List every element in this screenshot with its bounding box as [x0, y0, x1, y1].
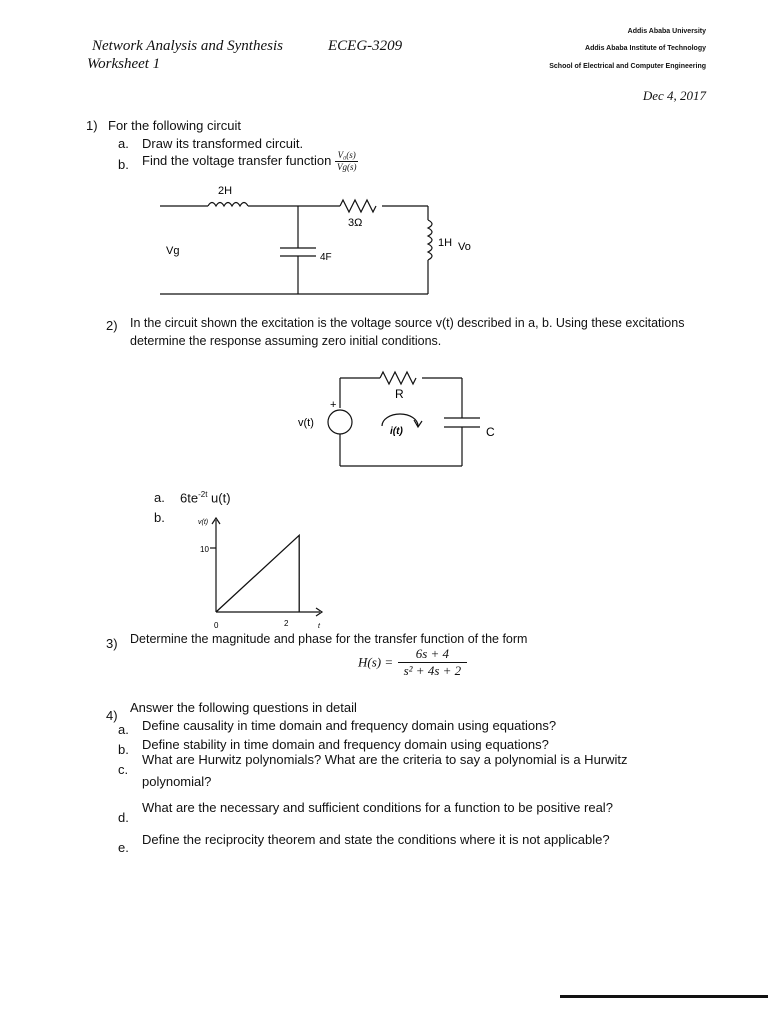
q1-a-letter: a.	[118, 136, 129, 151]
q1-b-line	[142, 150, 358, 173]
q3-formula	[358, 646, 467, 679]
label-it: i(t)	[390, 426, 403, 437]
q4-c-continuation: polynomial?	[142, 774, 212, 789]
q3-text: Determine the magnitude and phase for the transfer function of the form	[130, 632, 528, 646]
label-vt: v(t)	[298, 417, 314, 429]
q1-a-text: Draw its transformed circuit.	[142, 136, 304, 151]
transfer-function-fraction	[335, 150, 359, 173]
q4-a-text: Define causality in time domain and frequency domain using equations?	[142, 718, 557, 733]
q2-a-letter: a.	[154, 490, 165, 505]
label-1h: 1H	[438, 237, 453, 249]
q4-a-letter: a.	[118, 722, 129, 737]
q3-fraction	[398, 646, 468, 679]
q4-d-text: What are the necessary and sufficient conditions for a function to be positive real?	[142, 800, 613, 815]
scan-edge-mark	[560, 995, 768, 998]
q4-text: Answer the following questions in detail	[130, 700, 357, 715]
label-3ohm: 3Ω	[348, 217, 363, 229]
course-title: Network Analysis and Synthesis	[92, 38, 283, 54]
graph-series-line	[216, 535, 299, 612]
q1-number: 1)	[86, 118, 98, 133]
worksheet-title: Worksheet 1	[87, 56, 161, 72]
q4-d-letter: d.	[118, 810, 129, 825]
graph-xlabel: t	[318, 623, 320, 630]
q4-c-letter: c.	[118, 762, 129, 777]
q2-a-tail: u(t)	[211, 490, 231, 506]
date: Dec 4, 2017	[642, 88, 706, 103]
inductor-1h	[428, 220, 432, 260]
q2-a-exponent: -2t	[198, 490, 208, 499]
q3-number: 3)	[106, 636, 118, 651]
q4-b-letter: b.	[118, 742, 129, 757]
university-name: Addis Ababa University	[627, 28, 706, 35]
label-vg: Vg	[166, 245, 180, 257]
q3-numerator: 6s + 4	[398, 646, 468, 663]
label-vo: Vo	[458, 241, 471, 253]
q1-b-letter: b.	[118, 157, 129, 172]
label-plus: +	[330, 399, 337, 411]
label-2h: 2H	[218, 185, 233, 197]
q4-e-letter: e.	[118, 840, 129, 855]
q2-a-expression	[180, 490, 231, 505]
q1-text: For the following circuit	[108, 118, 241, 133]
voltage-source-circle	[328, 410, 352, 434]
q3-lhs: H(s) =	[358, 654, 394, 670]
q2-number: 2)	[106, 318, 118, 333]
q4-number: 4)	[106, 708, 118, 723]
q1-b-text: Find the voltage transfer function	[142, 152, 332, 168]
resistor-r	[380, 372, 416, 384]
q2-line-1: In the circuit shown the excitation is the voltage source v(t) described in a, b. Using these excitations	[130, 316, 685, 330]
resistor-3ohm	[340, 200, 376, 212]
tf-numerator: V₀(s)	[335, 150, 359, 162]
current-arrow-icon	[382, 414, 418, 426]
inductor-2h	[208, 203, 248, 207]
excitation-graph	[180, 510, 340, 635]
q2-line-2: determine the response assuming zero initial conditions.	[130, 334, 442, 348]
circuit-2-diagram	[290, 360, 520, 475]
tf-denominator: Vg(s)	[336, 162, 357, 172]
q2-b-letter: b.	[154, 510, 165, 525]
label-r: R	[395, 387, 404, 401]
course-code: ECEG-3209	[328, 38, 403, 54]
q4-e-text: Define the reciprocity theorem and state the conditions where it is not applicable?	[142, 832, 610, 847]
school-name: School of Electrical and Computer Engineering	[549, 63, 706, 70]
graph-origin: 0	[214, 621, 219, 630]
label-4f: 4F	[320, 252, 332, 263]
label-c: C	[486, 425, 495, 439]
graph-xtick-2: 2	[284, 619, 289, 628]
q3-denominator: s² + 4s + 2	[403, 663, 462, 678]
q2-a-base: 6te	[180, 490, 199, 506]
institute-name: Addis Ababa Institute of Technology	[585, 45, 706, 52]
circuit-1-diagram	[150, 180, 490, 300]
graph-ytick-10: 10	[200, 545, 209, 554]
graph-ylabel: v(t)	[198, 519, 209, 526]
q4-b-text: Define stability in time domain and frequency domain using equations?	[142, 737, 549, 752]
q4-c-text: What are Hurwitz polynomials? What are the criteria to say a polynomial is a Hurwitz	[142, 752, 628, 767]
